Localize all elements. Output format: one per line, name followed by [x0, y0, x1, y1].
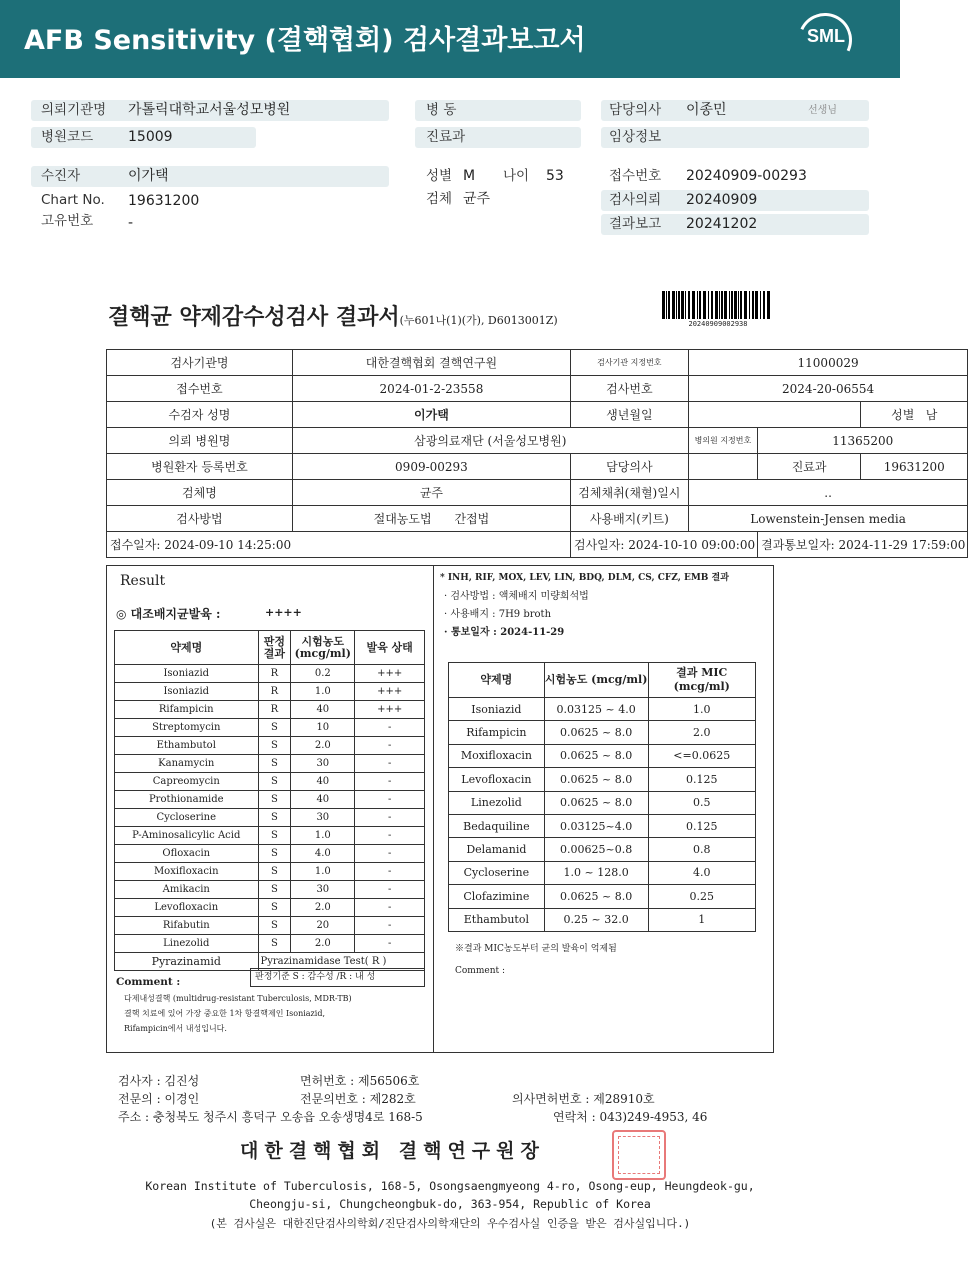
mic-value: <=0.0625 — [648, 744, 756, 767]
unique-value: - — [128, 215, 134, 231]
result-title: Result — [120, 573, 166, 589]
name-label: 수검자 성명 — [107, 402, 293, 428]
table-row — [115, 683, 425, 701]
mic-value: 0.125 — [648, 814, 756, 837]
table-row — [449, 861, 756, 884]
institute-name: 대한결핵협회 결핵연구원장 — [240, 1140, 545, 1162]
table-row — [115, 827, 425, 845]
doctor-value: 이종민 — [686, 102, 727, 118]
mic-range: 0.0625 ~ 8.0 — [544, 791, 648, 814]
mic-drug-name: Linezolid — [449, 791, 545, 814]
receipt-date: 접수일자: 2024-09-10 14:25:00 — [110, 538, 292, 552]
drug-name: Moxifloxacin — [115, 863, 259, 881]
collect-label: 검체채취(채혈)일시 — [571, 480, 689, 506]
notify-date: 결과통보일자: 2024-11-29 17:59:00 — [758, 532, 968, 558]
drug-growth: - — [355, 827, 425, 845]
lab-code-value: 11000029 — [688, 350, 968, 376]
specimen-label: 검체 — [426, 191, 453, 207]
dates-cell — [107, 532, 571, 558]
request-value: 20240909 — [686, 192, 758, 208]
document-title — [108, 300, 558, 331]
method-2: 간접법 — [454, 512, 490, 526]
mic-header-name: 약제명 — [449, 663, 545, 698]
drug-result: R — [258, 683, 291, 701]
tester: 검사자 : 김진성 — [118, 1074, 200, 1088]
table-row — [115, 701, 425, 719]
comment-label: Comment : — [116, 976, 181, 988]
patient-value: 이가택 — [128, 168, 169, 184]
method-value — [292, 506, 570, 532]
certification: (본 검사실은 대한진단검사의학회/진단검사의학재단의 우수검사실 인증을 받은 검사실입니다.) — [209, 1217, 691, 1230]
table-row — [115, 791, 425, 809]
dob-value — [688, 402, 860, 428]
drug-name: Ethambutol — [115, 737, 259, 755]
specialist-no: 전문의번호 : 제282호 — [300, 1092, 416, 1106]
drug-header-conc: 시험농도 (mcg/ml) — [291, 631, 355, 665]
drug-result: S — [258, 917, 291, 935]
drug-conc: 10 — [291, 719, 355, 737]
drug-conc: 1.0 — [291, 683, 355, 701]
drug-conc: 30 — [291, 809, 355, 827]
drug-growth: - — [355, 899, 425, 917]
drug-conc: 0.2 — [291, 665, 355, 683]
lab-label: 검사기관명 — [107, 350, 293, 376]
sml-logo — [798, 13, 852, 67]
drug-growth: - — [355, 845, 425, 863]
drug-result: R — [258, 665, 291, 683]
mic-range: 0.03125~4.0 — [544, 814, 648, 837]
drug-name: Rifampicin — [115, 701, 259, 719]
method-1: 절대농도법 — [373, 512, 432, 526]
table-row — [449, 721, 756, 744]
sex-label: 성별 — [426, 168, 453, 184]
drug-name: Levofloxacin — [115, 899, 259, 917]
hospital-label: 의뢰기관명 — [41, 102, 107, 118]
receipt-label: 접수번호 — [609, 168, 662, 184]
license: 면허번호 : 제56506호 — [300, 1074, 420, 1088]
drug-conc: 4.0 — [291, 845, 355, 863]
result-divider — [433, 565, 434, 1053]
hosp-code-value: 11365200 — [758, 428, 968, 454]
drug-result: S — [258, 935, 291, 953]
drug-name: Ofloxacin — [115, 845, 259, 863]
table-row — [115, 737, 425, 755]
lab-code-label: 검사기관 지정번호 — [571, 350, 689, 376]
specialist: 전문의 : 이경인 — [118, 1092, 200, 1106]
report-title: AFB Sensitivity (결핵협회) 검사결과보고서 — [24, 25, 586, 56]
mic-drug-name: Ethambutol — [449, 908, 545, 931]
drug-result: S — [258, 863, 291, 881]
drug-conc: 40 — [291, 701, 355, 719]
method-label: 검사방법 — [107, 506, 293, 532]
mic-drug-name: Isoniazid — [449, 698, 545, 721]
drug-name: P-Aminosalicylic Acid — [115, 827, 259, 845]
mic-result-table — [448, 662, 756, 932]
mic-drug-name: Rifampicin — [449, 721, 545, 744]
drug-conc: 2.0 — [291, 935, 355, 953]
drug-result: S — [258, 809, 291, 827]
drug-growth: +++ — [355, 683, 425, 701]
drug-header-result: 판정 결과 — [258, 631, 291, 665]
mic-value: 1 — [648, 908, 756, 931]
drug-header-growth: 발육 상태 — [355, 631, 425, 665]
drug-name: Rifabutin — [115, 917, 259, 935]
drug-name: Cycloserine — [115, 809, 259, 827]
table-row — [449, 768, 756, 791]
table-sex-value: 남 — [925, 408, 938, 422]
document-title-main: 결핵균 약제감수성검사 결과서 — [108, 304, 400, 330]
table-dept-value: 19631200 — [861, 454, 968, 480]
drug-growth: - — [355, 809, 425, 827]
drug-result: S — [258, 755, 291, 773]
drug-growth: - — [355, 935, 425, 953]
drug-name: Isoniazid — [115, 665, 259, 683]
mic-value: 4.0 — [648, 861, 756, 884]
table-row — [115, 899, 425, 917]
mic-range: 0.03125 ~ 4.0 — [544, 698, 648, 721]
mic-drug-name: Levofloxacin — [449, 768, 545, 791]
mic-date: · 통보일자 : 2024-11-29 — [444, 627, 565, 638]
mic-head: * INH, RIF, MOX, LEV, LIN, BDQ, DLM, CS, CFZ, EMB 결과 — [440, 573, 729, 583]
control-value: ++++ — [265, 606, 302, 619]
report-header — [0, 0, 900, 78]
drug-conc: 40 — [291, 773, 355, 791]
drug-conc: 2.0 — [291, 899, 355, 917]
table-doctor-label: 담당의사 — [571, 454, 689, 480]
ward-label: 병 동 — [426, 102, 457, 118]
code-label: 병원코드 — [41, 129, 94, 145]
drug-result: S — [258, 773, 291, 791]
chart-value: 19631200 — [128, 193, 200, 209]
drug-growth: - — [355, 737, 425, 755]
mic-comment-label: Comment : — [455, 966, 506, 976]
drug-conc: 1.0 — [291, 827, 355, 845]
drug-conc: 30 — [291, 755, 355, 773]
drug-growth: - — [355, 755, 425, 773]
code-value: 15009 — [128, 129, 173, 145]
dept-label: 진료과 — [426, 129, 466, 145]
collect-value: .. — [688, 480, 968, 506]
drug-growth: - — [355, 881, 425, 899]
mic-drug-name: Bedaquiline — [449, 814, 545, 837]
comment-line-2: 결핵 치료에 있어 가장 중요한 1차 항결핵제인 Isoniazid, — [124, 1009, 325, 1018]
drug-growth: +++ — [355, 701, 425, 719]
mic-value: 2.0 — [648, 721, 756, 744]
table-specimen-label: 검체명 — [107, 480, 293, 506]
drug-growth: - — [355, 773, 425, 791]
sex-cell — [861, 402, 968, 428]
mic-range: 0.0625 ~ 8.0 — [544, 885, 648, 908]
table-row — [449, 698, 756, 721]
drug-name: Streptomycin — [115, 719, 259, 737]
test-date: 검사일자: 2024-10-10 09:00:00 — [571, 532, 758, 558]
drug-result-table — [114, 630, 425, 971]
hosp-value: 삼광의료재단 (서울성모병원) — [292, 428, 688, 454]
dob-label: 생년월일 — [571, 402, 689, 428]
table-doctor-value — [688, 454, 757, 480]
drug-result: S — [258, 899, 291, 917]
drug-conc: 1.0 — [291, 863, 355, 881]
drug-growth: - — [355, 719, 425, 737]
mic-value: 0.8 — [648, 838, 756, 861]
official-seal-icon — [612, 1130, 666, 1180]
table-sex-label: 성별 — [891, 408, 915, 422]
drug-result: S — [258, 791, 291, 809]
mic-note: ※결과 MIC농도부터 균의 발육이 억제됨 — [455, 944, 617, 954]
report-date-value: 20241202 — [686, 216, 758, 232]
drug-conc: 30 — [291, 881, 355, 899]
mic-range: 0.25 ~ 32.0 — [544, 908, 648, 931]
table-row — [115, 773, 425, 791]
mic-range: 0.00625~0.8 — [544, 838, 648, 861]
address-en-2: Cheongju-si, Chungcheongbuk-do, 363-954, Republic of Korea — [249, 1197, 651, 1211]
drug-header-name: 약제명 — [115, 631, 259, 665]
drug-result: S — [258, 845, 291, 863]
mic-range: 0.0625 ~ 8.0 — [544, 721, 648, 744]
receipt-no-label: 접수번호 — [107, 376, 293, 402]
sex-value: M — [463, 168, 476, 184]
drug-name: Amikacin — [115, 881, 259, 899]
mic-value: 0.125 — [648, 768, 756, 791]
address-en-1: Korean Institute of Tuberculosis, 168-5, Osongsaengmyeong 4-ro, Osong-eup, Heungdeok-gu, — [145, 1179, 755, 1193]
drug-result: S — [258, 737, 291, 755]
contact: 연락처 : 043)249-4953, 46 — [553, 1110, 708, 1124]
receipt-value: 20240909-00293 — [686, 168, 807, 184]
logo-text: SML — [807, 26, 845, 46]
age-label: 나이 — [503, 168, 530, 184]
mic-method: · 검사방법 : 액체배지 미량희석법 — [444, 591, 589, 602]
mic-range: 1.0 ~ 128.0 — [544, 861, 648, 884]
table-row — [449, 814, 756, 837]
patient-row — [31, 166, 389, 187]
drug-growth: - — [355, 917, 425, 935]
clinical-label: 임상정보 — [609, 129, 662, 145]
table-row — [115, 809, 425, 827]
test-info-table — [106, 349, 968, 558]
age-value: 53 — [546, 168, 564, 184]
table-row — [115, 719, 425, 737]
drug-result: S — [258, 719, 291, 737]
drug-growth: +++ — [355, 665, 425, 683]
doctor-label: 담당의사 — [609, 102, 662, 118]
hosp-label: 의뢰 병원명 — [107, 428, 293, 454]
regno-value: 0909-00293 — [292, 454, 570, 480]
receipt-no-value: 2024-01-2-23558 — [292, 376, 570, 402]
document-title-code: (누601나(1)(가), D6013001Z) — [399, 314, 558, 327]
doctor-license: 의사면허번호 : 제28910호 — [512, 1092, 655, 1106]
mic-medium: · 사용배지 : 7H9 broth — [444, 609, 552, 620]
patient-label: 수진자 — [41, 168, 81, 184]
criteria-box: 판정기준 S : 감수성 /R : 내 성 — [250, 968, 425, 987]
hosp-code-label: 병의원 지정번호 — [688, 428, 757, 454]
drug-growth: - — [355, 791, 425, 809]
drug-result: S — [258, 881, 291, 899]
mic-drug-name: Delamanid — [449, 838, 545, 861]
drug-conc: 2.0 — [291, 737, 355, 755]
drug-result: S — [258, 827, 291, 845]
comment-line-1: 다제내성결핵 (multidrug-resistant Tuberculosis, MDR-TB) — [124, 994, 352, 1003]
medium-value: Lowenstein-Jensen media — [688, 506, 968, 532]
table-row — [115, 917, 425, 935]
mic-value: 1.0 — [648, 698, 756, 721]
barcode-number: 20240909002938 — [688, 320, 748, 328]
table-row — [115, 935, 425, 953]
mic-range: 0.0625 ~ 8.0 — [544, 744, 648, 767]
mic-drug-name: Cycloserine — [449, 861, 545, 884]
chart-label: Chart No. — [41, 192, 105, 208]
mic-value: 0.25 — [648, 885, 756, 908]
table-row — [449, 885, 756, 908]
mic-range: 0.0625 ~ 8.0 — [544, 768, 648, 791]
lab-value: 대한결핵협회 결핵연구원 — [292, 350, 570, 376]
comment-line-3: Rifampicin에서 내성입니다. — [124, 1024, 227, 1033]
specimen-value: 균주 — [463, 191, 491, 207]
drug-name: Isoniazid — [115, 683, 259, 701]
mic-header-result: 결과 MIC (mcg/ml) — [648, 663, 756, 698]
drug-growth: - — [355, 863, 425, 881]
table-row — [449, 791, 756, 814]
mic-drug-name: Moxifloxacin — [449, 744, 545, 767]
doctor-suffix: 선생님 — [808, 105, 837, 116]
report-date-label: 결과보고 — [609, 216, 662, 232]
drug-name: Kanamycin — [115, 755, 259, 773]
table-row — [449, 908, 756, 931]
test-no-label: 검사번호 — [571, 376, 689, 402]
table-row — [115, 881, 425, 899]
test-no-value: 2024-20-06554 — [688, 376, 968, 402]
barcode — [662, 291, 774, 319]
table-row — [449, 838, 756, 861]
request-label: 검사의뢰 — [609, 192, 662, 208]
drug-conc: 20 — [291, 917, 355, 935]
regno-label: 병원환자 등록번호 — [107, 454, 293, 480]
drug-name: Linezolid — [115, 935, 259, 953]
hospital-value: 가톨릭대학교서울성모병원 — [128, 102, 291, 118]
drug-result: R — [258, 701, 291, 719]
drug-conc: 40 — [291, 791, 355, 809]
drug-name: Capreomycin — [115, 773, 259, 791]
mic-value: 0.5 — [648, 791, 756, 814]
mic-drug-name: Clofazimine — [449, 885, 545, 908]
pza-name: Pyrazinamid — [115, 953, 259, 971]
name-value: 이가택 — [292, 402, 570, 428]
table-row — [449, 744, 756, 767]
drug-name: Prothionamide — [115, 791, 259, 809]
table-dept-label: 진료과 — [758, 454, 861, 480]
table-row — [115, 863, 425, 881]
control-label: ◎ 대조배지균발육 : — [116, 607, 221, 621]
table-row — [115, 665, 425, 683]
table-row — [115, 845, 425, 863]
medium-label: 사용배지(키트) — [571, 506, 689, 532]
table-specimen-value: 균주 — [292, 480, 570, 506]
mic-header-conc: 시험농도 (mcg/ml) — [544, 663, 648, 698]
unique-label: 고유번호 — [41, 213, 94, 229]
table-row — [115, 755, 425, 773]
address: 주소 : 충청북도 청주시 흥덕구 오송읍 오송생명4로 168-5 — [118, 1110, 423, 1124]
pza-result: Pyrazinamidase Test( R ) — [258, 953, 424, 971]
